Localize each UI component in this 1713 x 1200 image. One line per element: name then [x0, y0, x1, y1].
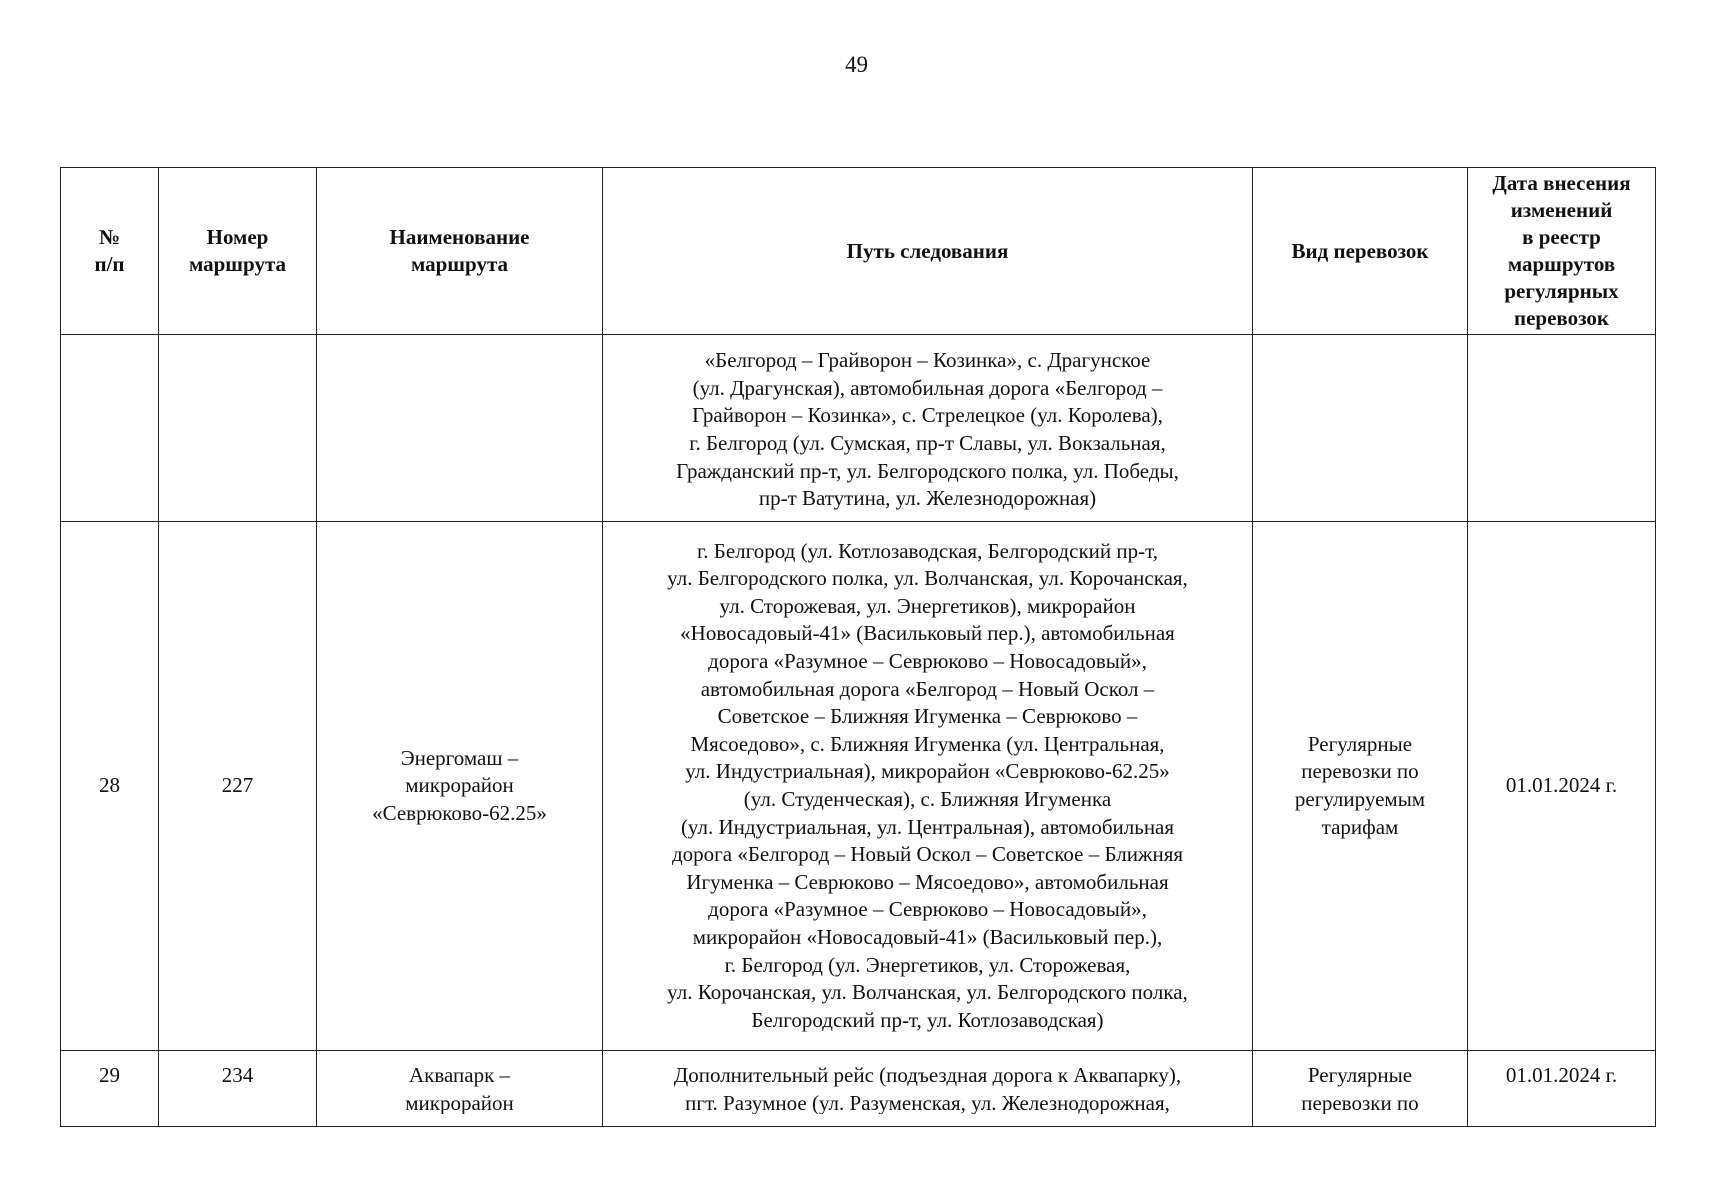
cell-route-number	[159, 335, 317, 522]
cell-route-name: Энергомаш – микрорайон «Севрюково-62.25»	[317, 522, 603, 1051]
cell-num: 29	[61, 1051, 159, 1127]
cell-num	[61, 335, 159, 522]
cell-route-name: Аквапарк – микрорайон	[317, 1051, 603, 1127]
cell-route-path: Дополнительный рейс (подъездная дорога к Аквапарку), пгт. Разумное (ул. Разуменская, ул. Железнодорожная,	[603, 1051, 1253, 1127]
cell-transport-type	[1253, 335, 1468, 522]
cell-transport-type: Регулярные перевозки по	[1253, 1051, 1468, 1127]
header-route-number: Номер маршрута	[159, 168, 317, 335]
cell-num: 28	[61, 522, 159, 1051]
header-num: № п/п	[61, 168, 159, 335]
table-row	[61, 335, 1656, 522]
table-row	[61, 1051, 1656, 1127]
header-route-path: Путь следования	[603, 168, 1253, 335]
cell-transport-type: Регулярные перевозки по регулируемым тарифам	[1253, 522, 1468, 1051]
cell-route-name	[317, 335, 603, 522]
cell-route-number: 227	[159, 522, 317, 1051]
cell-registry-date: 01.01.2024 г.	[1468, 1051, 1656, 1127]
table-header-row	[61, 168, 1656, 335]
route-registry-table	[60, 167, 1656, 1127]
cell-registry-date	[1468, 335, 1656, 522]
cell-route-number: 234	[159, 1051, 317, 1127]
cell-route-path: «Белгород – Грайворон – Козинка», с. Драгунское (ул. Драгунская), автомобильная дорога «Белгород – Грайворон – Козинка», с. Стрелецкое (ул. Королева), г. Белгород (ул. Сумская, пр-т Славы, ул. Вокзальная, Гражданский пр-т, ул. Белгородского полка, ул. Победы, пр-т Ватутина, ул. Железнодорожная)	[603, 335, 1253, 522]
header-route-name: Наименование маршрута	[317, 168, 603, 335]
table-row	[61, 522, 1656, 1051]
header-registry-date: Дата внесения изменений в реестр маршрутов регулярных перевозок	[1468, 168, 1656, 335]
page-number: 49	[845, 52, 868, 77]
cell-registry-date: 01.01.2024 г.	[1468, 522, 1656, 1051]
cell-route-path: г. Белгород (ул. Котлозаводская, Белгородский пр-т, ул. Белгородского полка, ул. Волчанская, ул. Корочанская, ул. Сторожевая, ул. Энергетиков), микрорайон «Новосадовый-41» (Васильковый пер.), автомобильная дорога «Разумное – Севрюково – Новосадовый», автомобильная дорога «Белгород – Новый Оскол – Советское – Ближняя Игуменка – Севрюково – Мясоедово», с. Ближняя Игуменка (ул. Центральная, ул. Индустриальная), микрорайон «Севрюково-62.25» (ул. Студенческая), с. Ближняя Игуменка (ул. Индустриальная, ул. Центральная), автомобильная дорога «Белгород – Новый Оскол – Советское – Ближняя Игуменка – Севрюково – Мясоедово», автомобильная дорога «Разумное – Севрюково – Новосадовый», микрорайон «Новосадовый-41» (Васильковый пер.), г. Белгород (ул. Энергетиков, ул. Сторожевая, ул. Корочанская, ул. Волчанская, ул. Белгородского полка, Белгородский пр-т, ул. Котлозаводская)	[603, 522, 1253, 1051]
header-transport-type: Вид перевозок	[1253, 168, 1468, 335]
